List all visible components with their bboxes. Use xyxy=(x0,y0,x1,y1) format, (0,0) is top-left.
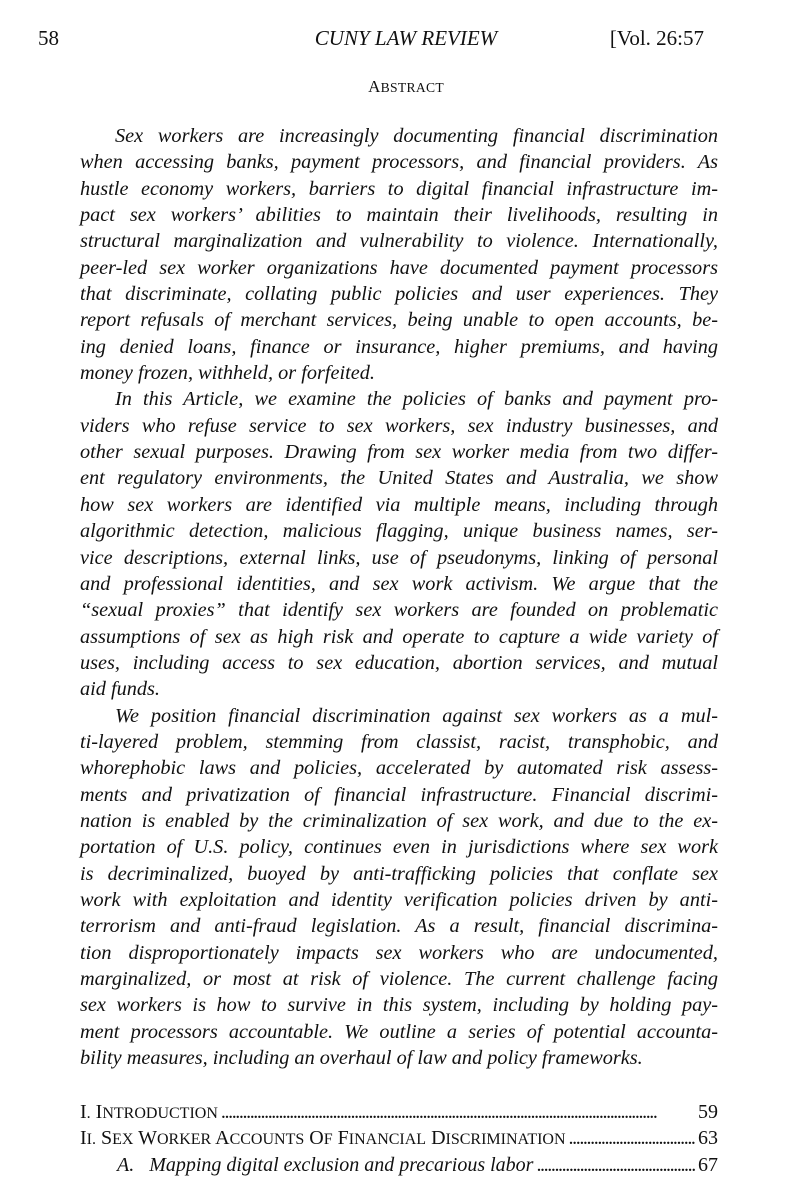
text-line: viders who refuse service to sex workers, sex industry businesses, and xyxy=(80,414,718,437)
text-line: algorithmic detection, malicious flagging, unique business names, ser- xyxy=(80,520,718,543)
toc-entry[interactable] xyxy=(80,1126,718,1152)
text-line: that discriminate, collating public policies and user experiences. They xyxy=(80,283,718,306)
text-line: how sex workers are identified via multiple means, including through xyxy=(80,493,718,516)
text-line: other sexual purposes. Drawing from sex worker media from two differ- xyxy=(80,441,718,464)
toc-entry-label: I. INTRODUCTION xyxy=(80,1101,218,1123)
toc-entry[interactable] xyxy=(80,1100,718,1126)
text-line: ti-layered problem, stemming from classist, racist, transphobic, and xyxy=(80,730,718,753)
abstract-paragraph xyxy=(80,386,718,702)
toc-leader-dots xyxy=(536,1153,695,1178)
text-line: sex workers is how to survive in this system, including by holding pay- xyxy=(80,994,718,1017)
text-line: when accessing banks, payment processors, and financial providers. As xyxy=(80,151,718,174)
toc-entry[interactable] xyxy=(80,1153,718,1178)
text-line: tion disproportionately impacts sex workers who are undocumented, xyxy=(80,941,718,964)
text-line: uses, including access to sex education, abortion services, and mutual xyxy=(80,651,718,674)
abstract-paragraph xyxy=(80,123,718,386)
toc-entry-label: A. Mapping digital exclusion and precarious labor xyxy=(117,1153,534,1176)
text-line: ments and privatization of financial infrastructure. Financial discrimi- xyxy=(80,783,718,806)
journal-title: CUNY LAW REVIEW xyxy=(314,26,498,50)
toc-entry-page: 67 xyxy=(698,1153,718,1176)
page-number: 58 xyxy=(38,26,59,50)
text-line: ing denied loans, finance or insurance, higher premiums, and having xyxy=(80,335,718,358)
text-line: whorephobic laws and policies, accelerated by automated risk assess- xyxy=(80,757,718,780)
text-line: assumptions of sex as high risk and operate to capture a wide variety of xyxy=(80,625,718,648)
text-line: ment processors accountable. We outline a series of potential accounta- xyxy=(80,1020,718,1043)
text-line: aid funds. xyxy=(80,678,161,701)
text-line: “sexual proxies” that identify sex workers are founded on problematic xyxy=(80,599,718,622)
text-line: is decriminalized, buoyed by anti-trafficking policies that conflate sex xyxy=(80,862,718,885)
text-line: nation is enabled by the criminalization of sex work, and due to the ex- xyxy=(80,809,718,832)
section-title: ABSTRACT xyxy=(368,77,444,96)
text-line: work with exploitation and identity verification policies driven by anti- xyxy=(80,888,718,911)
text-line: portation of U.S. policy, continues even in jurisdictions where sex work xyxy=(80,836,718,859)
abstract-paragraph xyxy=(80,703,718,1072)
text-line: report refusals of merchant services, being unable to open accounts, be- xyxy=(80,309,718,332)
text-line: vice descriptions, external links, use of pseudonyms, linking of personal xyxy=(80,546,718,569)
text-line: We position financial discrimination against sex workers as a mul- xyxy=(115,704,718,727)
text-line: hustle economy workers, barriers to digital financial infrastructure im- xyxy=(80,177,718,200)
toc-entry-page: 59 xyxy=(698,1101,718,1123)
table-of-contents xyxy=(80,1100,718,1178)
volume-label: [Vol. 26:57 xyxy=(609,26,704,50)
text-line: money frozen, withheld, or forfeited. xyxy=(80,362,375,385)
text-line: structural marginalization and vulnerability to violence. Internationally, xyxy=(80,230,718,253)
toc-leader-dots xyxy=(221,1100,695,1125)
text-line: In this Article, we examine the policies of banks and payment pro- xyxy=(115,388,718,411)
text-line: and professional identities, and sex work activism. We argue that the xyxy=(80,572,718,595)
toc-leader-dots xyxy=(569,1126,695,1151)
text-line: marginalized, or most at risk of violence. The current challenge facing xyxy=(80,968,718,990)
abstract-body xyxy=(80,123,718,1071)
text-line: ent regulatory environments, the United States and Australia, we show xyxy=(80,467,718,490)
toc-entry-page: 63 xyxy=(698,1127,718,1150)
text-line: Sex workers are increasingly documenting financial discrimination xyxy=(115,125,718,147)
text-line: terrorism and anti-fraud legislation. As a result, financial discrimina- xyxy=(80,915,718,938)
text-line: bility measures, including an overhaul of law and policy frameworks. xyxy=(80,1047,643,1070)
toc-entry-label: II. SEX WORKER ACCOUNTS OF FINANCIAL DISCRIMINATION xyxy=(80,1127,566,1150)
text-line: peer-led sex worker organizations have documented payment processors xyxy=(80,256,718,279)
text-line: pact sex workers’ abilities to maintain their livelihoods, resulting in xyxy=(80,204,718,227)
